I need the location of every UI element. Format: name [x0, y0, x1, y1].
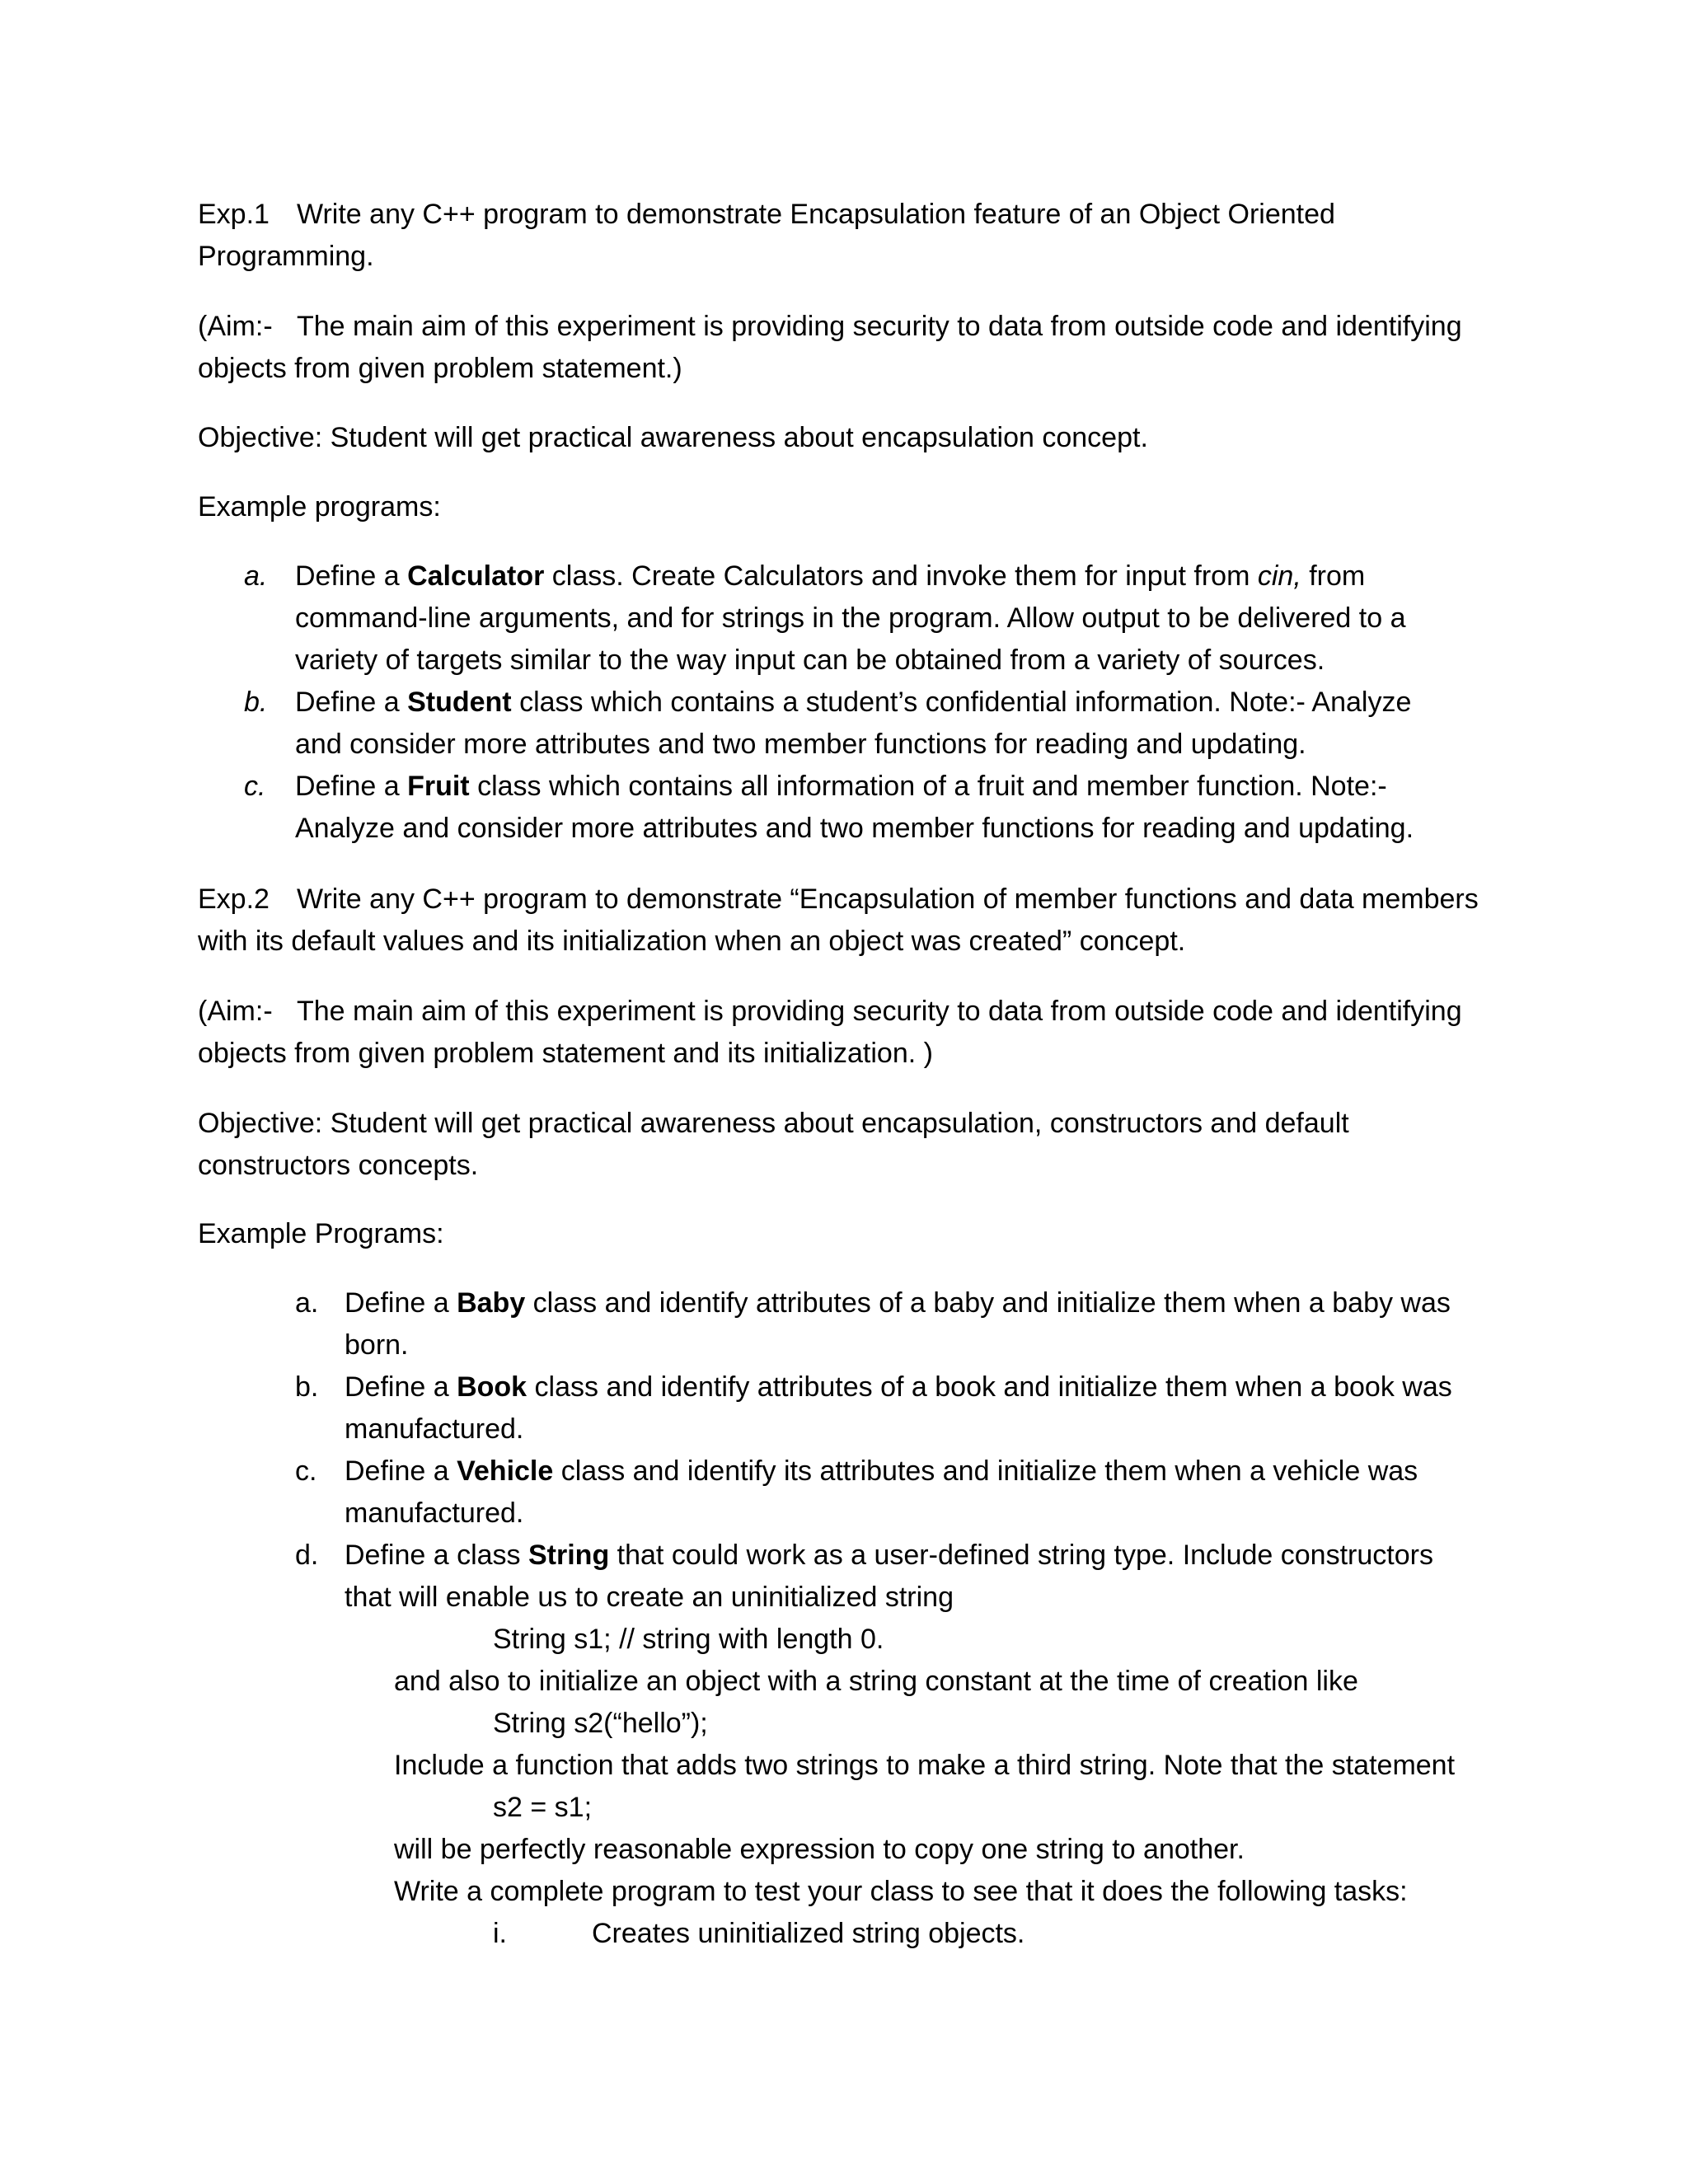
list-item-marker: c.: [295, 1455, 317, 1487]
list-item-text: [295, 682, 1449, 766]
string-detail-line: Include a function that adds two strings to make a third string. Note that the statement: [394, 1750, 1456, 1781]
item-text-suffix: class which contains all information of a fruit and member function. Note:- Analyze and consider more attributes and two member functions for reading and updating.: [295, 771, 1414, 844]
exp2-title-paragraph: [198, 879, 1500, 963]
class-name-student: Student: [407, 687, 512, 718]
exp2-aim-label: (Aim:-: [198, 996, 273, 1027]
exp2-objective-text: Objective: Student will get practical awareness about encapsulation, constructors and default constructors concepts.: [198, 1108, 1349, 1181]
list-item-text: [345, 1535, 1482, 1619]
class-name-fruit: Fruit: [407, 771, 470, 802]
list-item-marker: a.: [295, 1287, 319, 1319]
item-text-middle: class. Create Calculators and invoke them for input from: [544, 560, 1258, 592]
class-name-calculator: Calculator: [407, 560, 545, 592]
exp2-number: Exp.2: [198, 883, 270, 915]
list-item-marker: a.: [244, 560, 268, 592]
item-text-suffix: class and identify its attributes and initialize them when a vehicle was manufactured.: [345, 1455, 1418, 1529]
exp2-examples-heading: [198, 1213, 1500, 1255]
item-text-prefix: Define a: [345, 1287, 457, 1319]
list-item-marker: b.: [244, 687, 268, 718]
exp2-examples-heading-text: Example Programs:: [198, 1218, 444, 1249]
class-name-book: Book: [457, 1371, 528, 1403]
item-text-suffix: class and identify attributes of a baby and initialize them when a baby was born.: [345, 1287, 1451, 1361]
list-item-text: [295, 555, 1449, 682]
class-name-string: String: [528, 1540, 610, 1571]
exp1-aim-label: (Aim:-: [198, 311, 273, 342]
item-text-prefix: Define a: [295, 771, 408, 802]
exp2-title: Write any C++ program to demonstrate “Encapsulation of member functions and data members with its default values and its initialization when an object was created” concept.: [198, 883, 1479, 957]
code-example-s1: String s1; // string with length 0.: [493, 1624, 884, 1655]
item-text-prefix: Define a: [345, 1371, 457, 1403]
task-item-marker: i.: [493, 1918, 507, 1949]
item-text-prefix: Define a: [345, 1455, 457, 1487]
list-item-marker: c.: [244, 771, 266, 802]
exp1-title-paragraph: [198, 194, 1500, 278]
exp2-aim-paragraph: [198, 991, 1500, 1075]
class-name-baby: Baby: [457, 1287, 526, 1319]
exp2-example-list: [295, 1282, 1482, 2024]
class-name-vehicle: Vehicle: [457, 1455, 554, 1487]
exp1-examples-heading: [198, 486, 1500, 528]
list-item-text: [345, 1366, 1482, 1451]
item-text-suffix: from command-line arguments, and for strings in the program. Allow output to be delivered to a variety of targets similar to the way input can be obtained from a variety of sources.: [295, 560, 1406, 676]
code-example-assign: s2 = s1;: [493, 1792, 593, 1823]
item-text-suffix: class and identify attributes of a book and initialize them when a book was manufactured.: [345, 1371, 1452, 1445]
list-item-text: [345, 1451, 1482, 1535]
list-item-marker: d.: [295, 1540, 319, 1571]
exp1-number: Exp.1: [198, 199, 270, 230]
list-item-text: [295, 766, 1449, 850]
string-detail-line: Write a complete program to test your class to see that it does the following tasks:: [394, 1876, 1408, 1907]
list-item-text: [345, 1282, 1482, 1366]
exp1-objective: [198, 417, 1500, 459]
code-example-s2: String s2(“hello”);: [493, 1708, 708, 1739]
string-detail-line: and also to initialize an object with a string constant at the time of creation like: [394, 1666, 1358, 1697]
exp1-example-list: [244, 555, 1456, 852]
item-text-prefix: Define a: [295, 687, 408, 718]
item-text-italic: cin,: [1257, 560, 1301, 592]
task-item-text: Creates uninitialized string objects.: [592, 1918, 1025, 1949]
string-detail-line: will be perfectly reasonable expression to copy one string to another.: [394, 1834, 1245, 1865]
exp1-aim-paragraph: [198, 306, 1500, 390]
exp2-aim-text: The main aim of this experiment is providing security to data from outside code and identifying objects from given problem statement and its initialization. ): [198, 996, 1462, 1069]
exp1-examples-heading-text: Example programs:: [198, 491, 441, 523]
item-text-prefix: Define a class: [345, 1540, 528, 1571]
exp1-aim-text: The main aim of this experiment is providing security to data from outside code and identifying objects from given problem statement.): [198, 311, 1462, 384]
exp1-objective-text: Objective: Student will get practical awareness about encapsulation concept.: [198, 422, 1148, 453]
item-text-suffix: class which contains a student’s confidential information. Note:- Analyze and consider more attributes and two member functions for reading and updating.: [295, 687, 1412, 760]
exp2-objective: [198, 1103, 1500, 1187]
exp1-title: Write any C++ program to demonstrate Encapsulation feature of an Object Oriented Programming.: [198, 199, 1335, 272]
item-text-prefix: Define a: [295, 560, 408, 592]
item-text-suffix: that could work as a user-defined string type. Include constructors that will enable us to create an uninitialized string: [345, 1540, 1433, 1613]
list-item-marker: b.: [295, 1371, 319, 1403]
